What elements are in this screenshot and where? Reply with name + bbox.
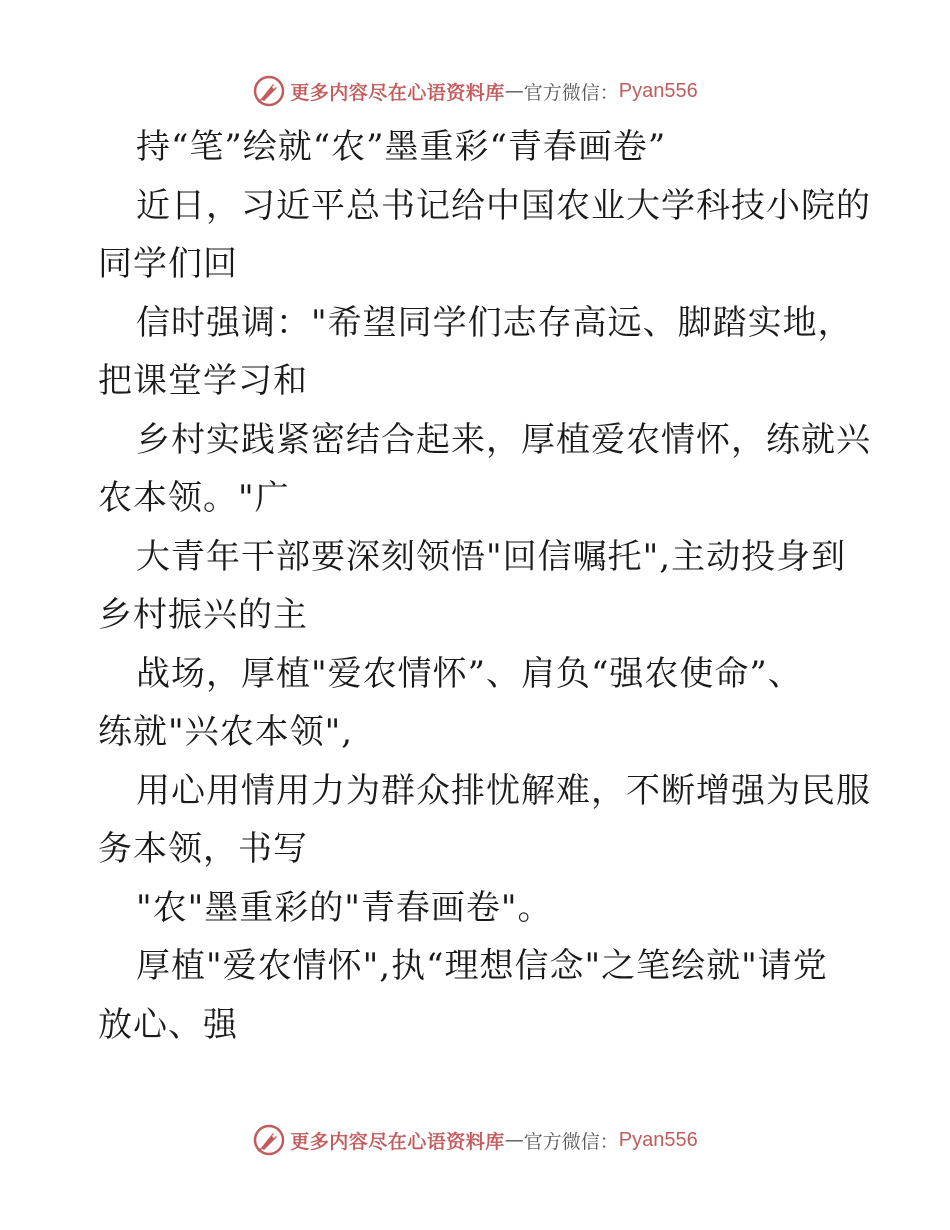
watermark-wechat-id: Pyan556 — [618, 79, 698, 102]
document-title: 持“笔”绘就“农”墨重彩“青春画卷” — [136, 127, 667, 167]
paragraph-line: 练就"兴农本领", — [98, 712, 354, 752]
paragraph-line: 同学们回 — [98, 244, 238, 284]
paragraph-line: 大青年干部要深刻领悟"回信嘱托",主动投身到 — [136, 536, 847, 577]
paragraph-line: "农"墨重彩的"青春画卷"。 — [136, 887, 553, 928]
paragraph-line: 厚植"爱农情怀",执“理想信念"之笔绘就"请党 — [136, 946, 828, 986]
watermark-wechat-label: 官方微信： — [523, 81, 619, 104]
document-body — [98, 118, 871, 1054]
pen-nib-circle-icon — [252, 1123, 286, 1157]
watermark-separator: — — [504, 1129, 524, 1151]
paragraph-line: 放心、强 — [98, 1004, 238, 1045]
paragraph-line: 乡村实践紧密结合起来，厚植爱农情怀，练就兴 — [136, 419, 871, 460]
paragraph-line: 把课堂学习和 — [98, 361, 308, 401]
watermark-wechat-label: 官方微信： — [523, 1130, 619, 1153]
watermark-site-text: 更多内容尽在心语资料库 — [290, 1130, 505, 1153]
footer-watermark — [0, 1120, 950, 1160]
watermark-site-text: 更多内容尽在心语资料库 — [290, 81, 505, 104]
paragraph-line: 近日，习近平总书记给中国农业大学科技小院的 — [136, 185, 871, 226]
paragraph-line: 战场，厚植"爱农情怀”、肩负“强农使命”、 — [136, 653, 803, 694]
paragraph-line: 农本领。"广 — [98, 478, 290, 518]
pen-nib-circle-icon — [252, 74, 286, 108]
paragraph-line: 务本领，书写 — [98, 829, 308, 869]
paragraph-line: 用心用情用力为群众排忧解难，不断增强为民服 — [136, 770, 871, 811]
paragraph-line: 信时强调："希望同学们志存高远、脚踏实地， — [136, 302, 853, 343]
paragraph-line: 乡村振兴的主 — [98, 595, 308, 635]
watermark-separator: — — [504, 80, 524, 102]
header-watermark — [0, 71, 950, 111]
watermark-wechat-id: Pyan556 — [618, 1128, 698, 1151]
